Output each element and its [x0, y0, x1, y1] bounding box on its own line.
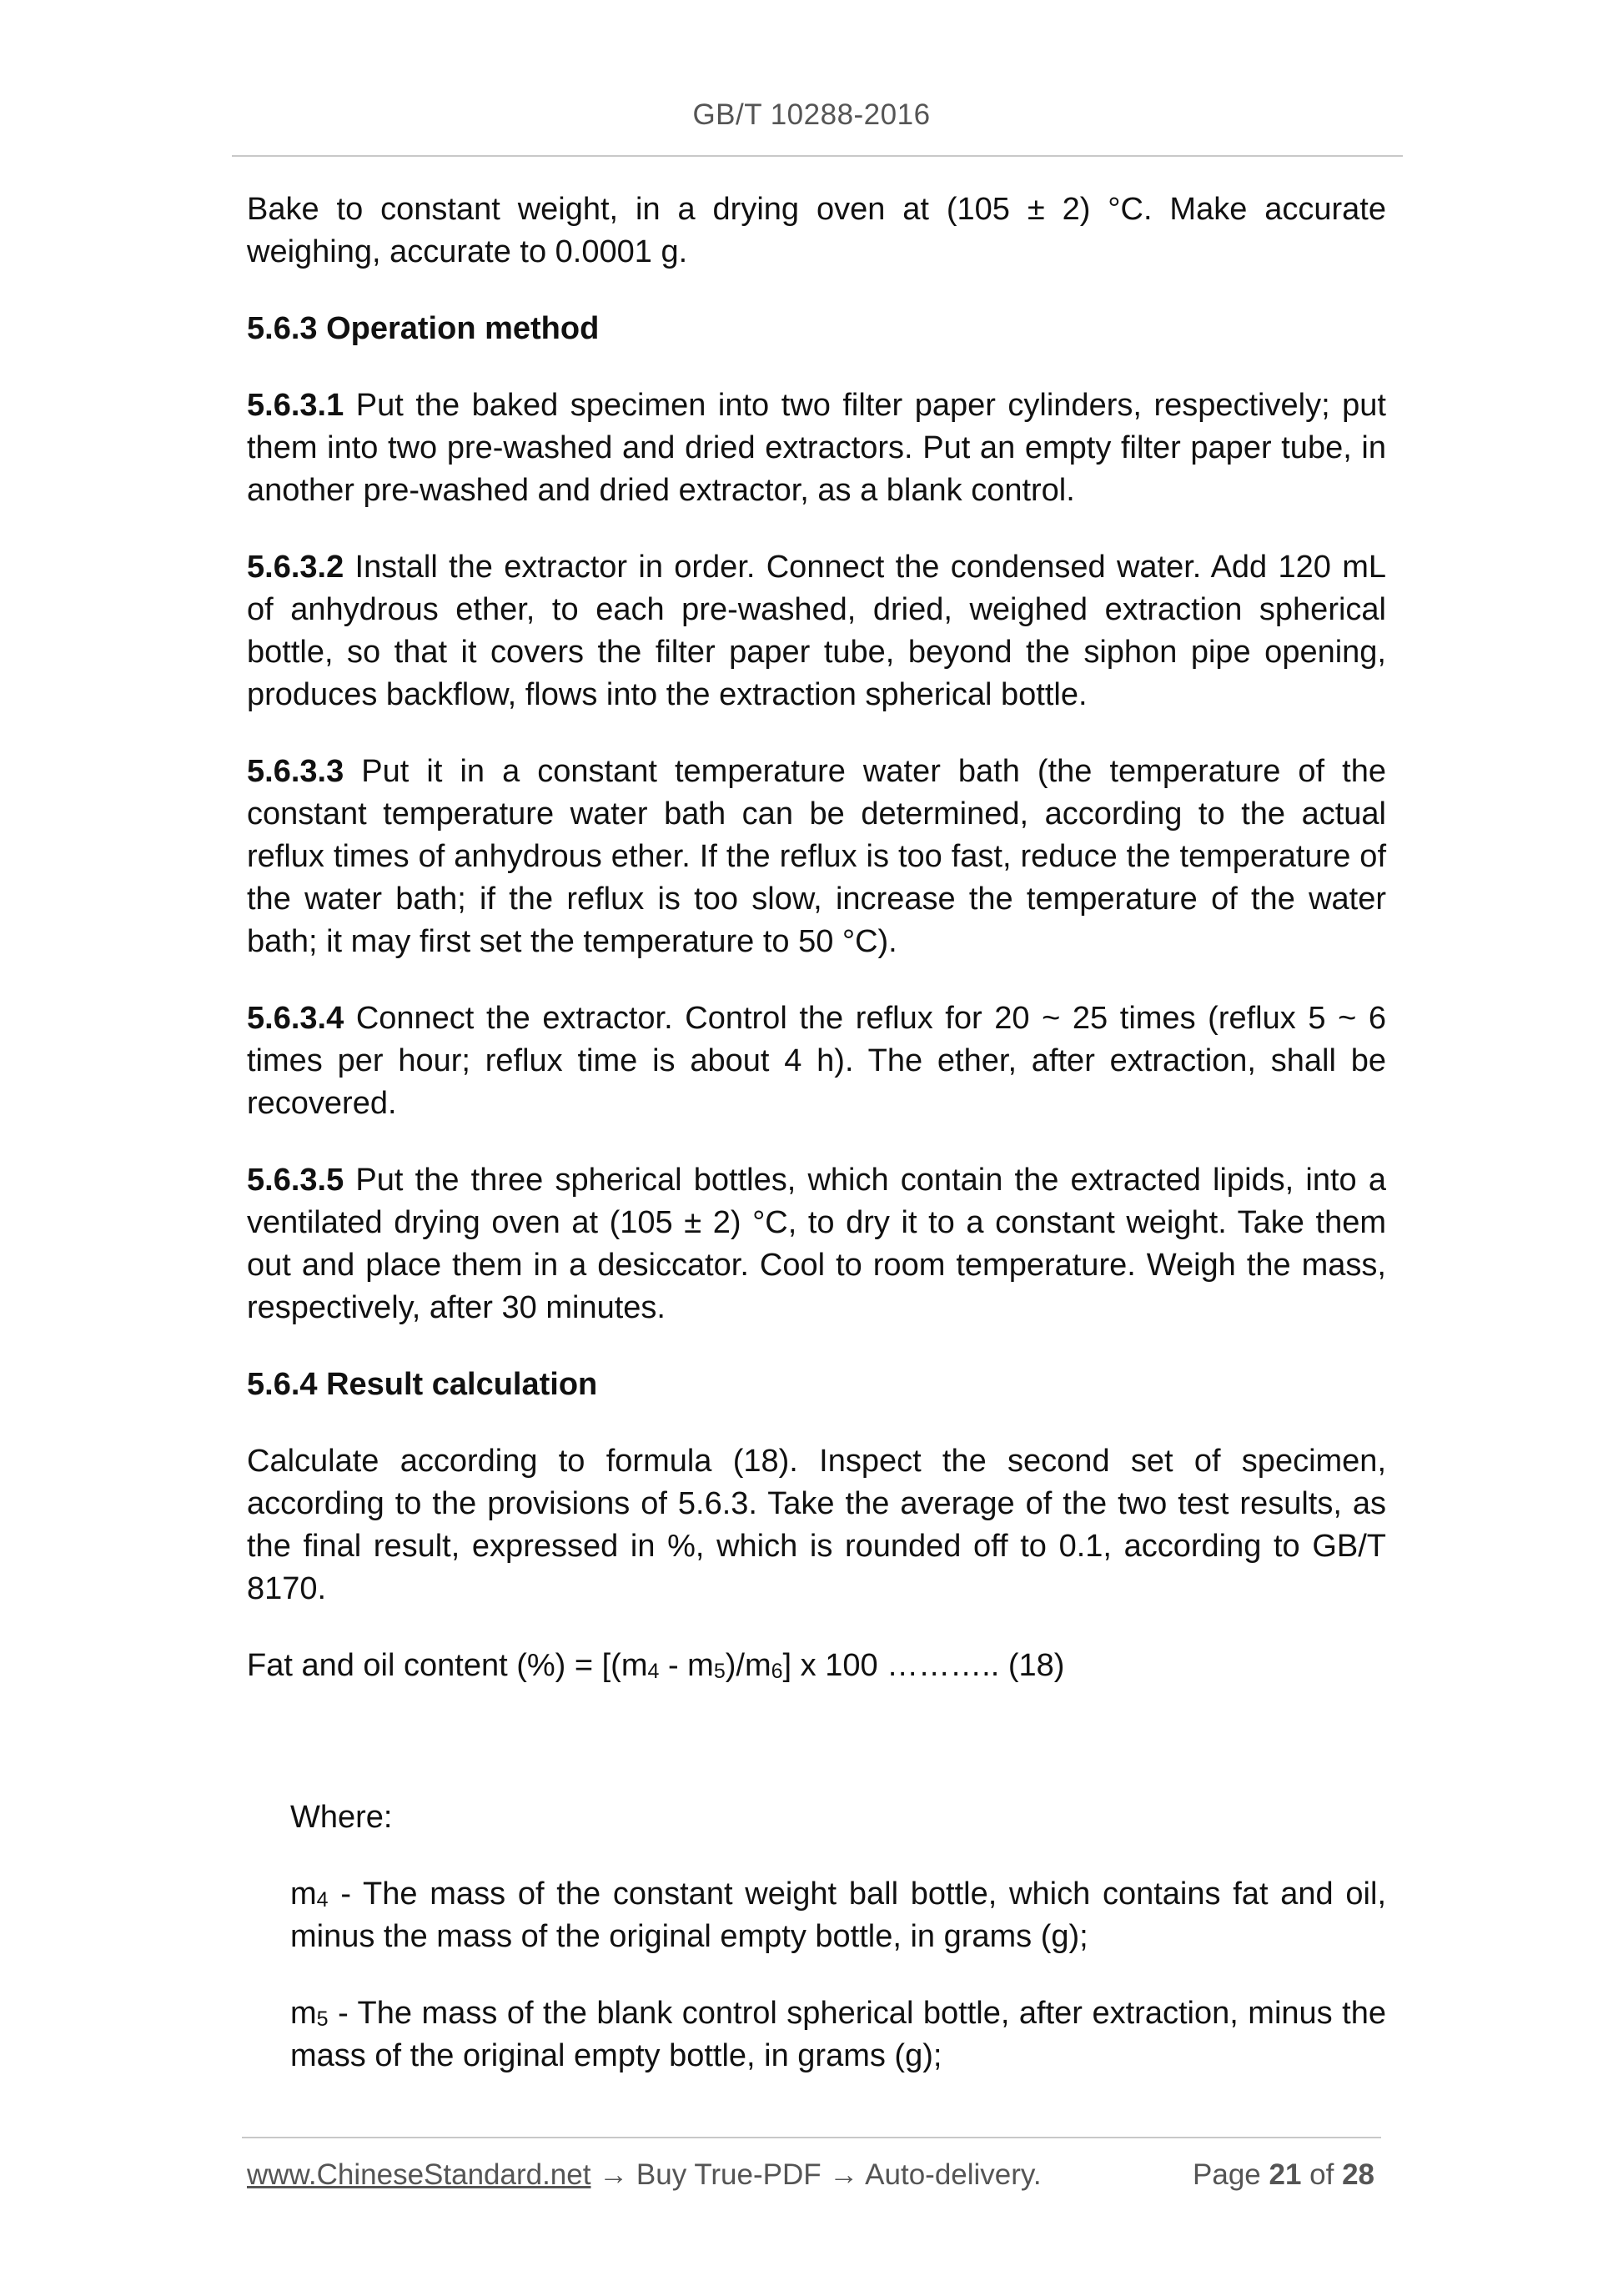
definition-text: - The mass of the constant weight ball bottle, which contains fat and oil, minus the mass of the original empty bottle, in grams (g);: [290, 1876, 1386, 1954]
page-indicator: [1193, 2158, 1374, 2192]
definition-text: - The mass of the blank control spherical bottle, after extraction, minus the mass of the original empty bottle, in grams (g);: [290, 1996, 1386, 2073]
footer-promo-text: → Buy True-PDF → Auto-delivery.: [590, 2158, 1042, 2191]
formula-subscript: 5: [713, 1660, 726, 1683]
definition-m4: [290, 1873, 1386, 1958]
clause-5-6-3-5: [247, 1159, 1386, 1329]
clause-number: 5.6.3.3: [247, 754, 344, 789]
clause-text: Put the baked specimen into two filter paper cylinders, respectively; put them into two pre-washed and dried extractors. Put an empty filter paper tube, in another pre-washed and dried extractor, as a blank control.: [247, 388, 1386, 508]
symbol: m: [290, 1876, 317, 1912]
where-label: Where:: [290, 1800, 393, 1835]
page-label: Page: [1193, 2158, 1269, 2191]
footer-left: [247, 2158, 1042, 2192]
formula-subscript: 4: [647, 1660, 660, 1683]
formula-part: ] x 100 ……….. (18): [782, 1648, 1065, 1683]
section-heading-5-6-3: 5.6.3 Operation method: [247, 311, 600, 346]
clause-number: 5.6.3.1: [247, 388, 344, 423]
clause-5-6-3-3: [247, 751, 1386, 963]
clause-number: 5.6.3.4: [247, 1001, 344, 1036]
website-link[interactable]: www.ChineseStandard.net: [247, 2158, 591, 2191]
formula-18: [247, 1645, 1386, 1687]
clause-text: Install the extractor in order. Connect the condensed water. Add 120 mL of anhydrous ether, to each pre-washed, dried, weighed extraction spherical bottle, so that it covers the filter paper tube, beyond the siphon pipe opening, produces backflow, flows into the extraction spherical bottle.: [247, 550, 1386, 712]
section-heading-5-6-4: 5.6.4 Result calculation: [247, 1367, 598, 1402]
clause-number: 5.6.3.5: [247, 1163, 344, 1198]
page-current: 21: [1269, 2158, 1302, 2191]
formula-part: Fat and oil content (%) = [(m: [247, 1648, 648, 1683]
clause-text: Connect the extractor. Control the reflux for 20 ~ 25 times (reflux 5 ~ 6 times per hour; reflux time is about 4 h). The ether, after extraction, shall be recovered.: [247, 1001, 1386, 1121]
paragraph-bake: Bake to constant weight, in a drying oven at (105 ± 2) °C. Make accurate weighing, accurate to 0.0001 g.: [247, 192, 1386, 269]
paragraph-calculation: Calculate according to formula (18). Inspect the second set of specimen, according to the provisions of 5.6.3. Take the average of the two test results, as the final result, expressed in %, which is rounded off to 0.1, according to GB/T 8170.: [247, 1444, 1386, 1606]
footer-divider: [242, 2137, 1381, 2138]
formula-subscript: 6: [771, 1660, 783, 1683]
page-header-title: GB/T 10288-2016: [692, 98, 931, 131]
of-label: of: [1301, 2158, 1343, 2191]
clause-number: 5.6.3.2: [247, 550, 344, 585]
where-block: [290, 1796, 1386, 2112]
page-footer: [247, 2158, 1374, 2198]
clause-5-6-3-4: [247, 997, 1386, 1125]
clause-text: Put the three spherical bottles, which contain the extracted lipids, into a ventilated drying oven at (105 ± 2) °C, to dry it to a constant weight. Take them out and place them in a desiccator. Cool to room temperature. Weigh the mass, respectively, after 30 minutes.: [247, 1163, 1386, 1325]
symbol-subscript: 5: [316, 2007, 329, 2031]
clause-5-6-3-1: [247, 384, 1386, 512]
header-divider: [232, 155, 1403, 157]
definition-m5: [290, 1992, 1386, 2077]
formula-part: )/m: [725, 1648, 771, 1683]
clause-5-6-3-2: [247, 546, 1386, 716]
clause-text: Put it in a constant temperature water bath (the temperature of the constant temperature water bath can be determined, according to the actual reflux times of anhydrous ether. If the reflux is too fast, reduce the temperature of the water bath; if the reflux is too slow, increase the temperature of the water bath; it may first set the temperature to 50 °C).: [247, 754, 1386, 959]
symbol-subscript: 4: [316, 1888, 329, 1912]
page-total: 28: [1342, 2158, 1374, 2191]
symbol: m: [290, 1996, 317, 2031]
formula-part: - m: [659, 1648, 714, 1683]
document-body: [247, 188, 1386, 1721]
